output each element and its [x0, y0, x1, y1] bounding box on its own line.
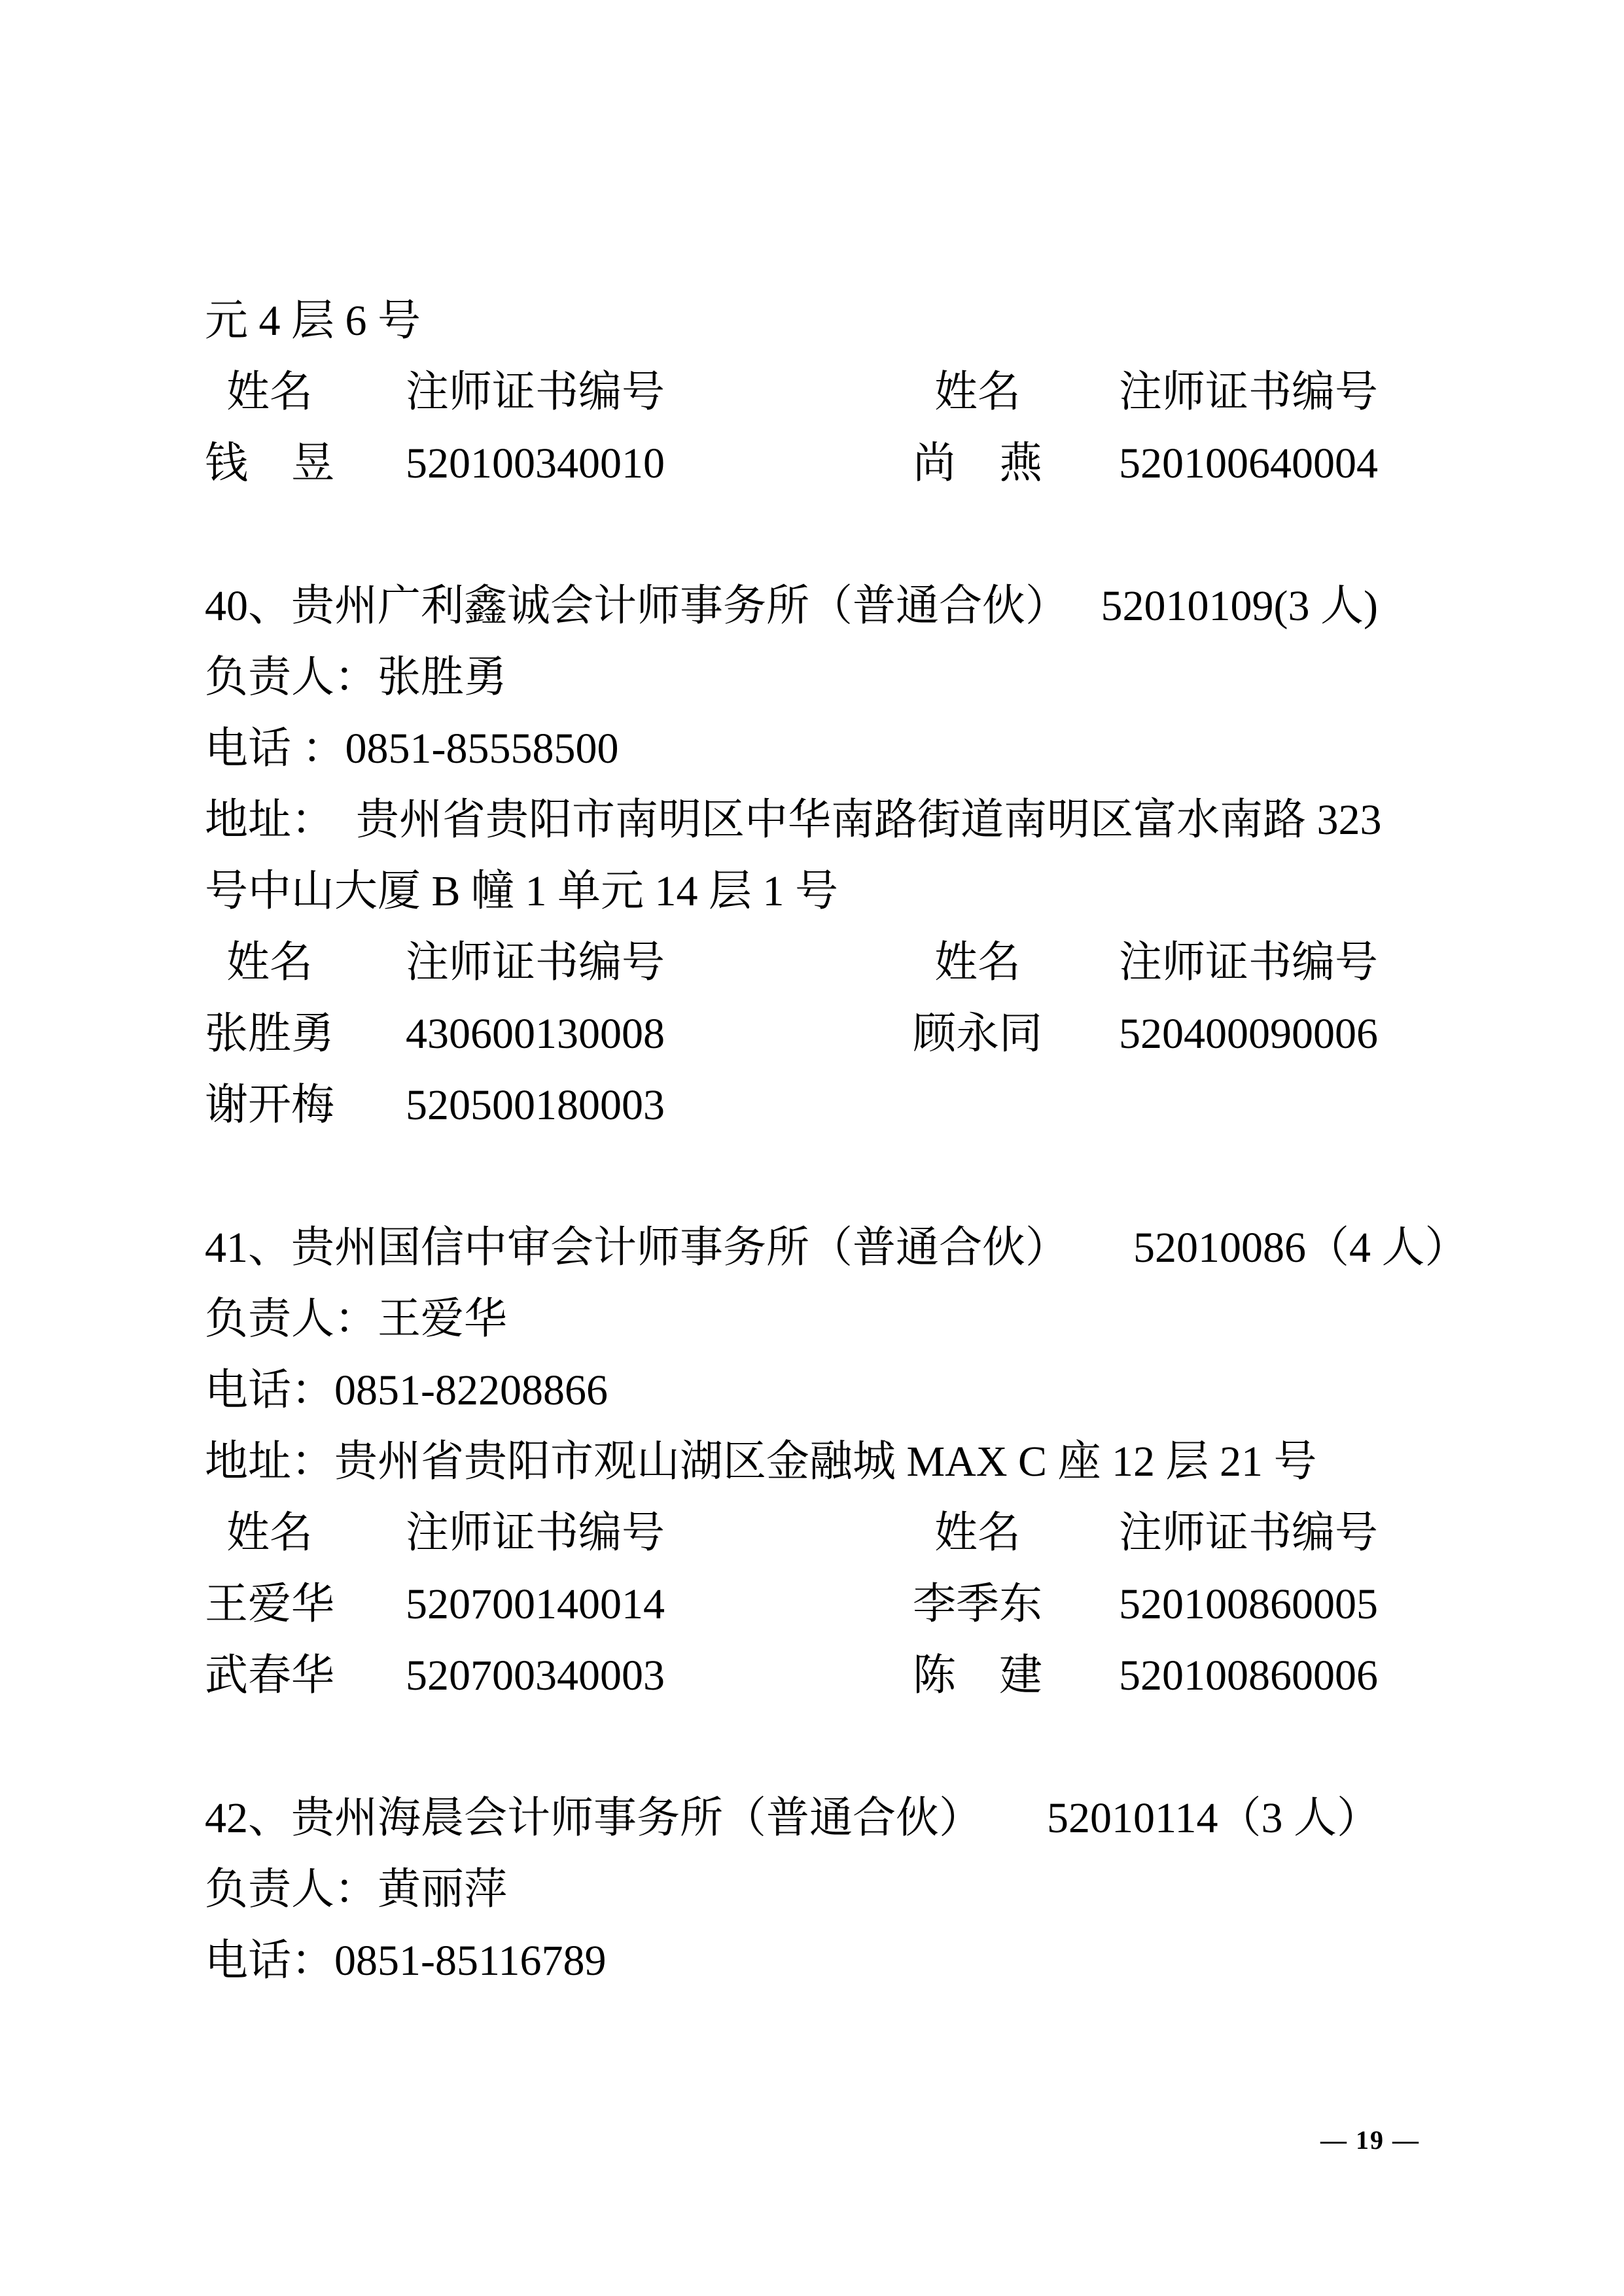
firm-section-40: [205, 570, 1428, 1141]
header-name-col2: 姓名: [934, 368, 1021, 416]
member-name: 钱 昱: [205, 440, 334, 487]
header-name-col1: 姓名: [226, 1509, 313, 1557]
header-name-col2: 姓名: [934, 939, 1021, 986]
member-name: 武春华: [205, 1652, 334, 1699]
member-name: 李季东: [913, 1580, 1042, 1628]
member-row: [205, 1640, 1428, 1711]
member-cert-number: 520100340010: [406, 440, 665, 487]
member-name: 顾永同: [913, 1010, 1042, 1058]
member-cert-number: 520100640004: [1119, 440, 1378, 487]
member-name: 谢开梅: [205, 1081, 334, 1129]
firm-leader: 负责人：王爱华: [205, 1295, 507, 1343]
member-row: [205, 1569, 1428, 1640]
firm-phone: 电话：0851-85116789: [205, 1937, 607, 1985]
firm-section-42: [205, 1783, 1428, 1996]
member-table: [205, 357, 1428, 499]
member-row: [205, 1070, 1428, 1141]
member-cert-number: [1119, 1070, 1428, 1141]
member-name: 尚 燕: [913, 440, 1042, 487]
member-row: [205, 428, 1428, 499]
member-cert-number: 520700340003: [406, 1652, 665, 1699]
member-table: [205, 1497, 1428, 1711]
firm-phone: 电话：0851-82208866: [205, 1366, 608, 1414]
firm-address-line1: 地址： 贵州省贵阳市南明区中华南路街道南明区富水南路 323: [205, 796, 1382, 844]
continuation-section: [205, 285, 1428, 499]
firm-leader: 负责人：黄丽萍: [205, 1866, 507, 1913]
member-table-header-row: [205, 357, 1428, 428]
firm-phone: 电话 ：0851-85558500: [205, 725, 619, 773]
member-cert-number: 520400090006: [1119, 1010, 1378, 1058]
member-cert-number: 520700140014: [406, 1580, 665, 1628]
member-cert-number: 520100860006: [1119, 1652, 1378, 1699]
header-cert-col1: 注师证书编号: [406, 1509, 665, 1557]
header-name-col1: 姓名: [226, 368, 313, 416]
header-cert-col2: 注师证书编号: [1119, 1509, 1378, 1557]
firm-address-line1: 地址：贵州省贵阳市观山湖区金融城 MAX C 座 12 层 21 号: [205, 1438, 1317, 1486]
member-name: 王爱华: [205, 1580, 334, 1628]
firm-address-line2: 号中山大厦 B 幢 1 单元 14 层 1 号: [205, 867, 839, 915]
member-cert-number: 430600130008: [406, 1010, 665, 1058]
header-cert-col2: 注师证书编号: [1119, 368, 1378, 416]
member-row: [205, 998, 1428, 1070]
member-table-header-row: [205, 1497, 1428, 1569]
member-cert-number: 520500180003: [406, 1081, 665, 1129]
firm-title: 42、贵州海晨会计师事务所（普通合伙） 52010114（3 人）: [205, 1794, 1381, 1842]
member-table: [205, 927, 1428, 1141]
firm-title: 41、贵州国信中审会计师事务所（普通合伙） 52010086（4 人）: [205, 1224, 1468, 1272]
member-name: [913, 1070, 1119, 1141]
member-name: 张胜勇: [205, 1010, 334, 1058]
member-name: 陈 建: [913, 1652, 1042, 1699]
firm-title: 40、贵州广利鑫诚会计师事务所（普通合伙） 52010109(3 人): [205, 582, 1378, 630]
firm-section-41: [205, 1212, 1468, 1711]
firm-leader: 负责人：张胜勇: [205, 653, 507, 701]
page-number: — 19 —: [1320, 2125, 1420, 2155]
header-name-col1: 姓名: [226, 939, 313, 986]
header-cert-col2: 注师证书编号: [1119, 939, 1378, 986]
member-table-header-row: [205, 927, 1428, 998]
member-cert-number: 520100860005: [1119, 1580, 1378, 1628]
page-body-text: [205, 285, 1468, 1996]
continuation-address-tail: 元 4 层 6 号: [205, 297, 421, 345]
header-name-col2: 姓名: [934, 1509, 1021, 1557]
header-cert-col1: 注师证书编号: [406, 939, 665, 986]
header-cert-col1: 注师证书编号: [406, 368, 665, 416]
